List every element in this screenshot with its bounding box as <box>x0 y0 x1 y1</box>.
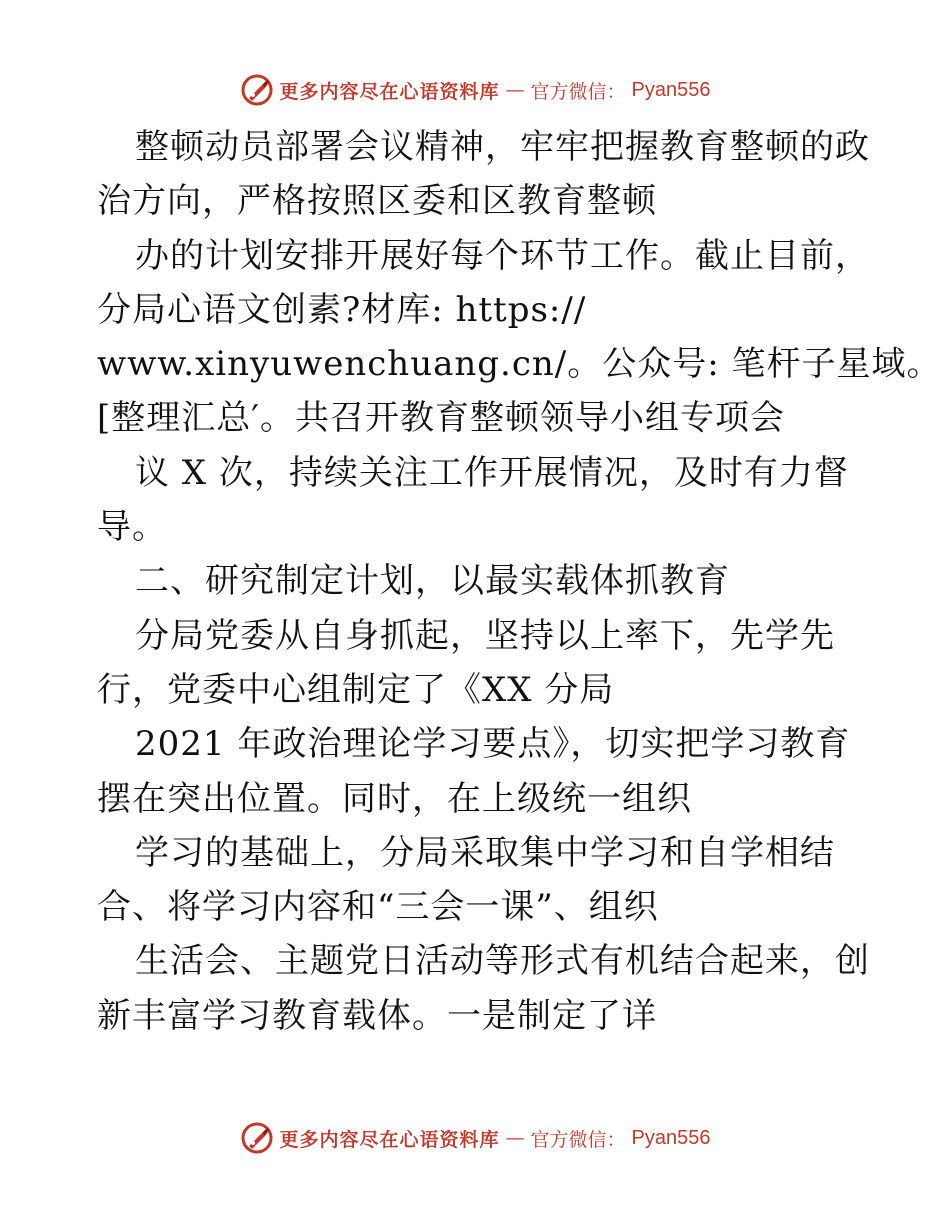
body-line: 行，党委中心组制定了《XX 分局 <box>97 669 615 710</box>
body-line: 生活会、主题党日活动等形式有机结合起来，创 <box>135 941 870 982</box>
banner-contact-id: Pyan556 <box>631 78 711 101</box>
body-line: 2021 年政治理论学习要点》，切实把学习教育 <box>135 724 851 765</box>
body-line: 办的计划安排开展好每个环节工作。截止目前， <box>135 235 870 276</box>
pen-nib-logo-icon <box>240 73 274 107</box>
body-line: www.xinyuwenchuang.cn/。公众号: 笔杆子星域。 <box>97 344 942 385</box>
body-line: 整顿动员部署会议精神，牢牢把握教育整顿的政 <box>135 127 870 167</box>
body-line: 合、将学习内容和“三会一课”、组织 <box>97 887 659 928</box>
banner-brand: 更多内容尽在心语资料库 <box>279 80 500 103</box>
banner-separator: — <box>505 79 525 101</box>
body-line: 分局党委从自身抓起，坚持以上率下，先学先 <box>135 615 835 656</box>
body-line: 分局心语文创素?材库: https:// <box>97 289 587 330</box>
footer-banner <box>0 1118 950 1158</box>
section-heading: 二、研究制定计划，以最实载体抓教育 <box>135 561 730 602</box>
banner-brand: 更多内容尽在心语资料库 <box>279 1128 500 1151</box>
body-line: 议 X 次，持续关注工作开展情况，及时有力督 <box>135 452 849 493</box>
body-line: 新丰富学习教育载体。一是制定了详 <box>97 995 657 1036</box>
body-line: [整理汇总′。共召开教育整顿领导小组专项会 <box>97 398 785 439</box>
document-body <box>97 120 942 1043</box>
header-banner <box>0 70 950 110</box>
body-line: 摆在突出位置。同时，在上级统一组织 <box>97 778 692 819</box>
body-line: 治方向，严格按照区委和区教育整顿 <box>97 181 657 222</box>
banner-separator: — <box>505 1127 525 1149</box>
pen-nib-logo-icon <box>240 1121 274 1155</box>
banner-contact-label: 官方微信： <box>530 1128 626 1151</box>
banner-contact-label: 官方微信： <box>530 80 626 103</box>
body-line: 导。 <box>97 507 167 548</box>
banner-contact-id: Pyan556 <box>631 1126 711 1149</box>
body-line: 学习的基础上，分局采取集中学习和自学相结 <box>135 832 835 873</box>
